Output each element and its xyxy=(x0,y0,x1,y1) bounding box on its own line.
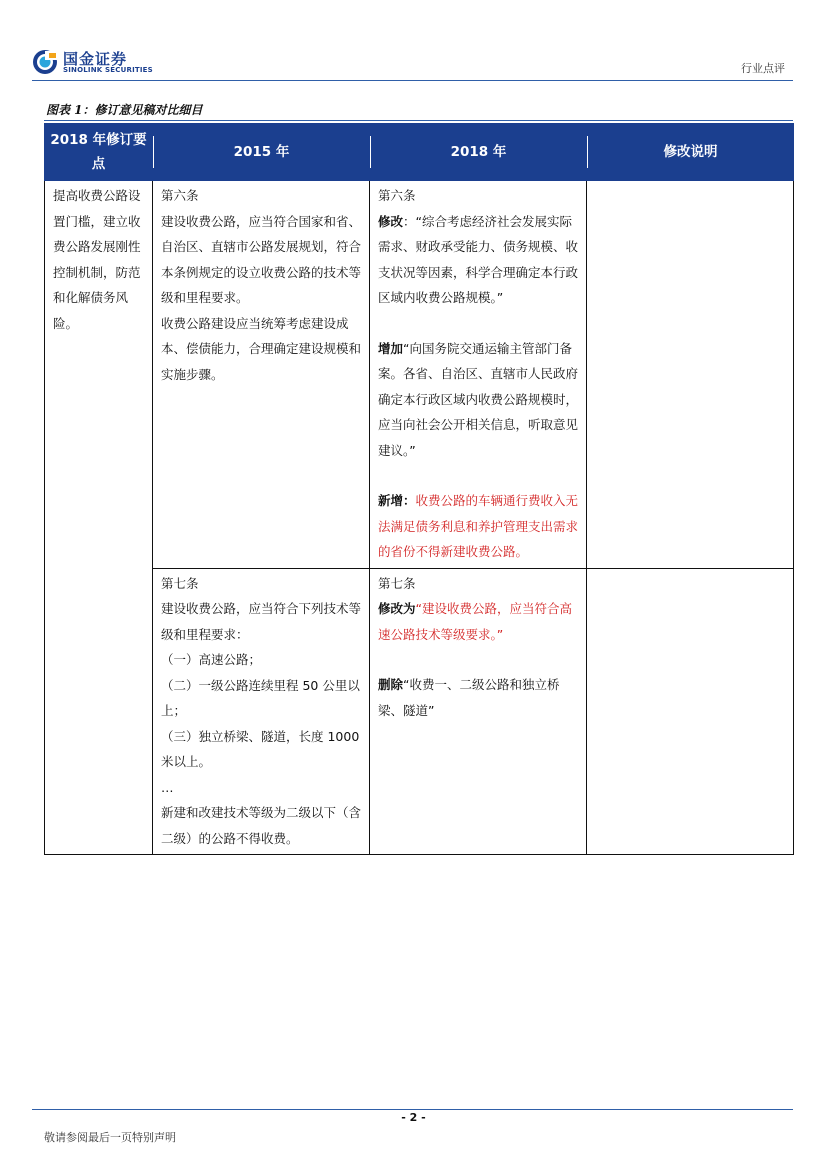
column-header-2018: 2018 年 xyxy=(370,124,587,181)
new-clause-text: 收费公路的车辆通行费收入无法满足债务利息和养护管理支出需求的省份不得新建收费公路。 xyxy=(378,493,579,559)
article-title: 第七条 xyxy=(378,575,416,591)
key-point-cell xyxy=(45,181,153,855)
footer-divider xyxy=(32,1109,793,1110)
article-paragraph: 建设收费公路，应当符合国家和省、自治区、直辖市公路发展规划，符合本条例规定的设立收费公路的技术等级和里程要求。 xyxy=(161,213,362,305)
logo-mark-icon xyxy=(32,49,58,75)
page-number: - 2 - xyxy=(401,1111,426,1124)
report-type-label: 行业点评 xyxy=(741,62,785,75)
deletion-block xyxy=(378,672,580,723)
list-item: （一）高速公路； xyxy=(161,652,262,667)
delete-text: “收费一、二级公路和独立桥梁、隧道” xyxy=(378,677,560,718)
company-logo xyxy=(32,48,162,78)
column-header-2015: 2015 年 xyxy=(153,124,370,181)
table-header-row xyxy=(45,124,794,181)
column-header-key-point: 2018 年修订要点 xyxy=(45,124,153,181)
column-header-notes: 修改说明 xyxy=(587,124,794,181)
addition-block xyxy=(378,336,580,464)
cell-2018-article-6 xyxy=(370,181,587,569)
article-title: 第七条 xyxy=(161,575,199,591)
modification-block xyxy=(378,209,580,311)
logo-chinese-name: 国金证券 xyxy=(63,50,128,68)
disclaimer-note: 敬请参阅最后一页特别声明 xyxy=(44,1131,176,1144)
cell-notes-article-7 xyxy=(587,568,794,855)
comparison-table xyxy=(44,123,794,855)
caption-divider xyxy=(44,120,793,121)
list-item: （三）独立桥梁、隧道，长度 1000 米以上。 xyxy=(161,728,360,769)
cell-notes-article-6 xyxy=(587,181,794,569)
page-header xyxy=(0,0,827,100)
article-title: 第六条 xyxy=(161,188,199,203)
add-label: 增加 xyxy=(378,340,404,356)
add-text: “向国务院交通运输主管部门备案。各省、自治区、直辖市人民政府确定本行政区域内收费公路规模时，应当向社会公开相关信息，听取意见建议。” xyxy=(378,340,579,458)
list-item: （二）一级公路连续里程 50 公里以上； xyxy=(161,677,360,718)
article-title: 第六条 xyxy=(378,188,416,203)
table-row xyxy=(45,181,794,569)
modification-block xyxy=(378,596,580,647)
new-clause-block xyxy=(378,488,580,565)
ellipsis: … xyxy=(161,779,174,795)
key-point-text: 提高收费公路设置门槛，建立收费公路发展刚性控制机制，防范和化解债务风险。 xyxy=(53,188,141,331)
article-paragraph: 收费公路建设应当统筹考虑建设成本、偿债能力，合理确定建设规模和实施步骤。 xyxy=(161,315,362,382)
logo-english-name: SINOLINK SECURITIES xyxy=(63,66,153,74)
modify-to-label: 修改为 xyxy=(378,601,416,616)
cell-2018-article-7 xyxy=(370,568,587,855)
modify-text: ：“综合考虑经济社会发展实际需求、财政承受能力、债务规模、收支状况等因素，科学合理确定本行政区域内收费公路规模。” xyxy=(378,213,579,305)
delete-label: 删除 xyxy=(378,677,404,692)
article-paragraph: 建设收费公路，应当符合下列技术等级和里程要求： xyxy=(161,601,362,642)
new-label: 新增： xyxy=(378,493,416,508)
cell-2015-article-6 xyxy=(153,181,370,569)
table-caption: 图表 1：修订意见稿对比细目 xyxy=(46,103,203,117)
modify-to-text: “建设收费公路，应当符合高速公路技术等级要求。” xyxy=(378,601,572,642)
cell-2015-article-7 xyxy=(153,568,370,855)
article-paragraph: 新建和改建技术等级为二级以下（含二级）的公路不得收费。 xyxy=(161,805,362,846)
modify-label: 修改 xyxy=(378,213,404,229)
header-divider xyxy=(32,80,793,81)
table-row xyxy=(45,568,794,855)
